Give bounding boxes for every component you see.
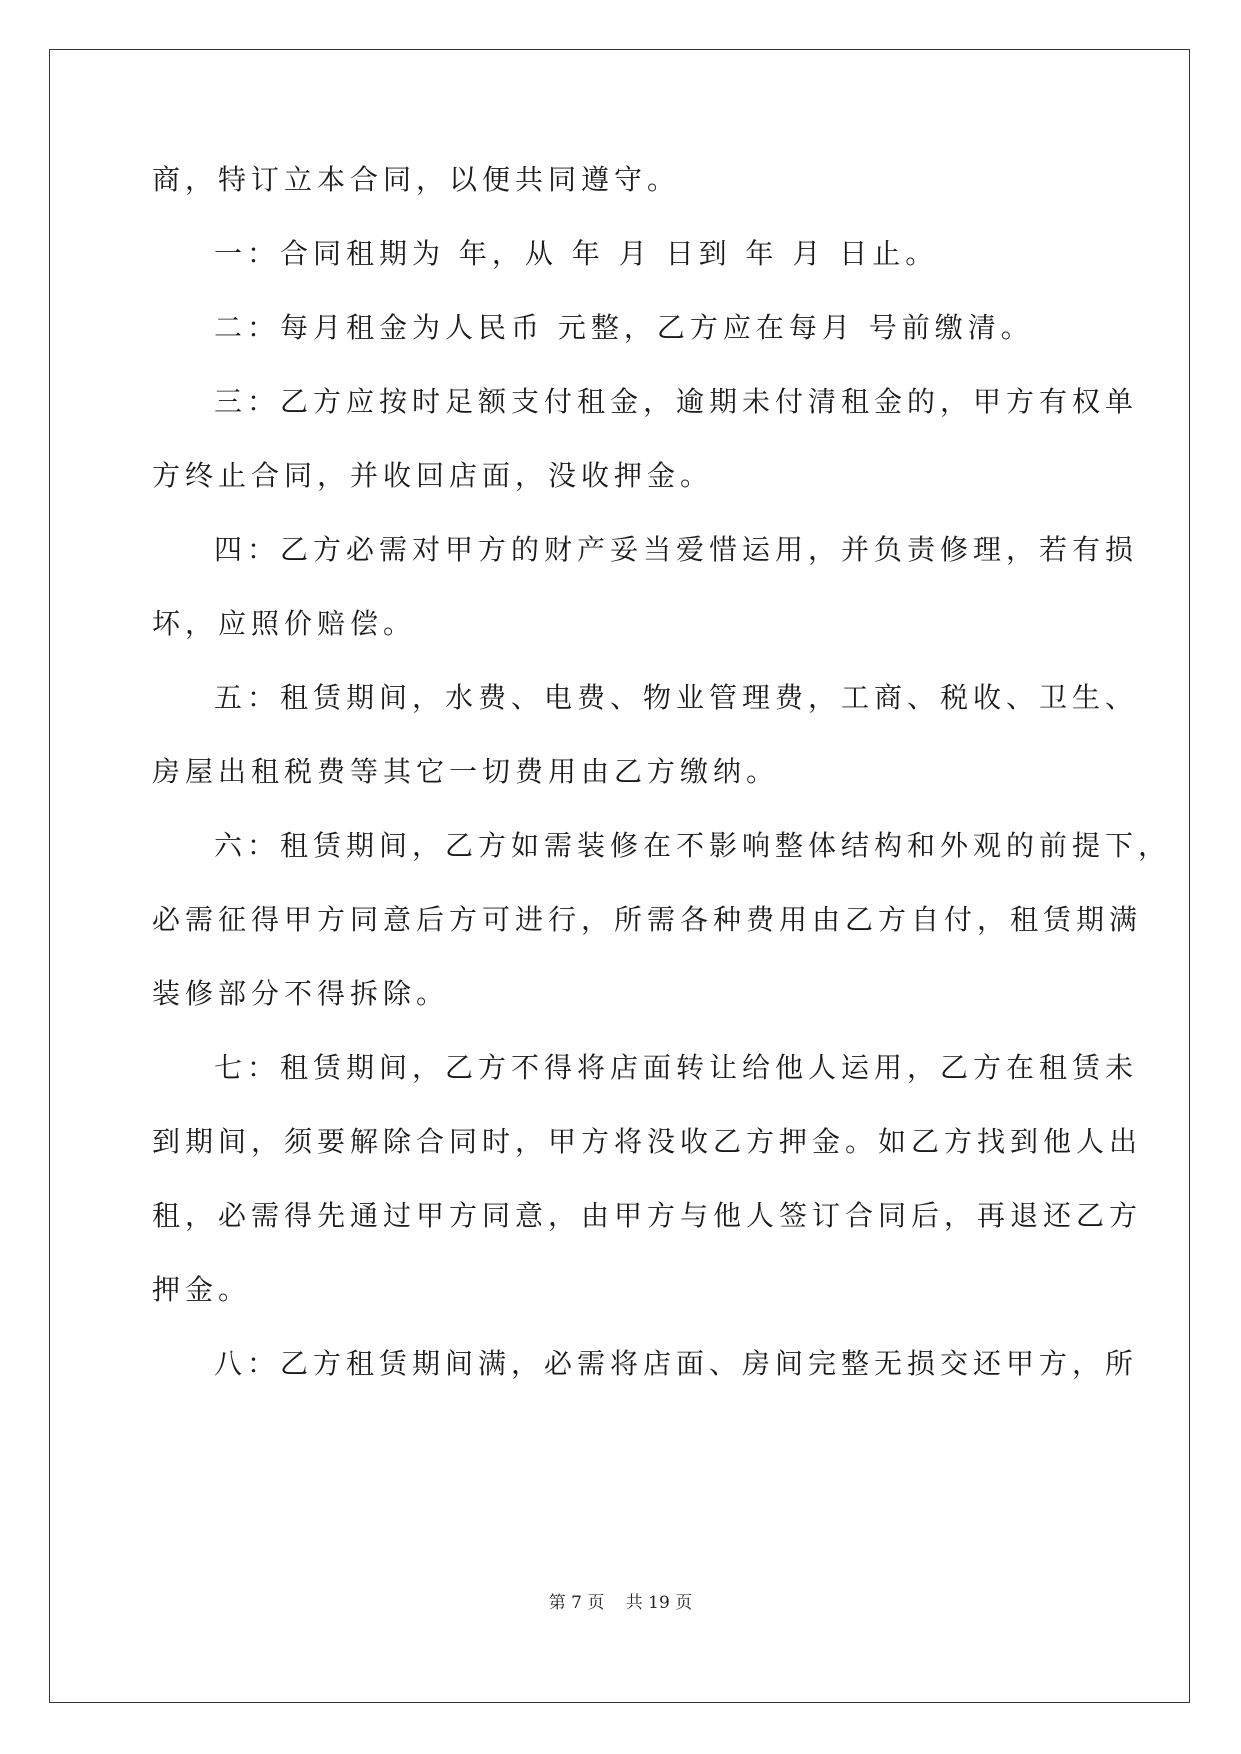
clause-6-continuation: 必需征得甲方同意后方可进行，所需各种费用由乙方自付，租赁期满 [152, 903, 1143, 936]
clause-1-line: 一：合同租期为 年，从 年 月 日到 年 月 日止。 [214, 237, 939, 270]
clause-5-continuation: 房屋出租税费等其它一切费用由乙方缴纳。 [152, 755, 780, 788]
page-number-current: 第 7 页 [548, 1593, 605, 1613]
page-footer [0, 1588, 1241, 1613]
clause-7-continuation: 押金。 [152, 1273, 252, 1306]
clause-7-continuation: 租，必需得先通过甲方同意，由甲方与他人签订合同后，再退还乙方 [152, 1199, 1143, 1232]
clause-3-line: 三：乙方应按时足额支付租金，逾期未付清租金的，甲方有权单 [214, 385, 1139, 418]
clause-3-continuation: 方终止合同，并收回店面，没收押金。 [152, 459, 714, 492]
clause-7-continuation: 到期间，须要解除合同时，甲方将没收乙方押金。如乙方找到他人出 [152, 1125, 1143, 1158]
clause-8-line: 八：乙方租赁期间满，必需将店面、房间完整无损交还甲方，所 [214, 1347, 1139, 1380]
clause-6-line: 六：租赁期间，乙方如需装修在不影响整体结构和外观的前提下， [214, 829, 1172, 862]
clause-7-line: 七：租赁期间，乙方不得将店面转让给他人运用，乙方在租赁未 [214, 1051, 1139, 1084]
clause-2-line: 二：每月租金为人民币 元整，乙方应在每月 号前缴清。 [214, 311, 1034, 344]
text-line: 商，特订立本合同，以便共同遵守。 [152, 163, 681, 196]
page-number-total: 共 19 页 [625, 1593, 693, 1613]
clause-5-line: 五：租赁期间，水费、电费、物业管理费，工商、税收、卫生、 [214, 681, 1139, 714]
clause-4-line: 四：乙方必需对甲方的财产妥当爱惜运用，并负责修理，若有损 [214, 533, 1139, 566]
clause-4-continuation: 坏，应照价赔偿。 [152, 607, 417, 640]
page-border [49, 49, 1190, 1703]
clause-6-continuation: 装修部分不得拆除。 [152, 977, 450, 1010]
